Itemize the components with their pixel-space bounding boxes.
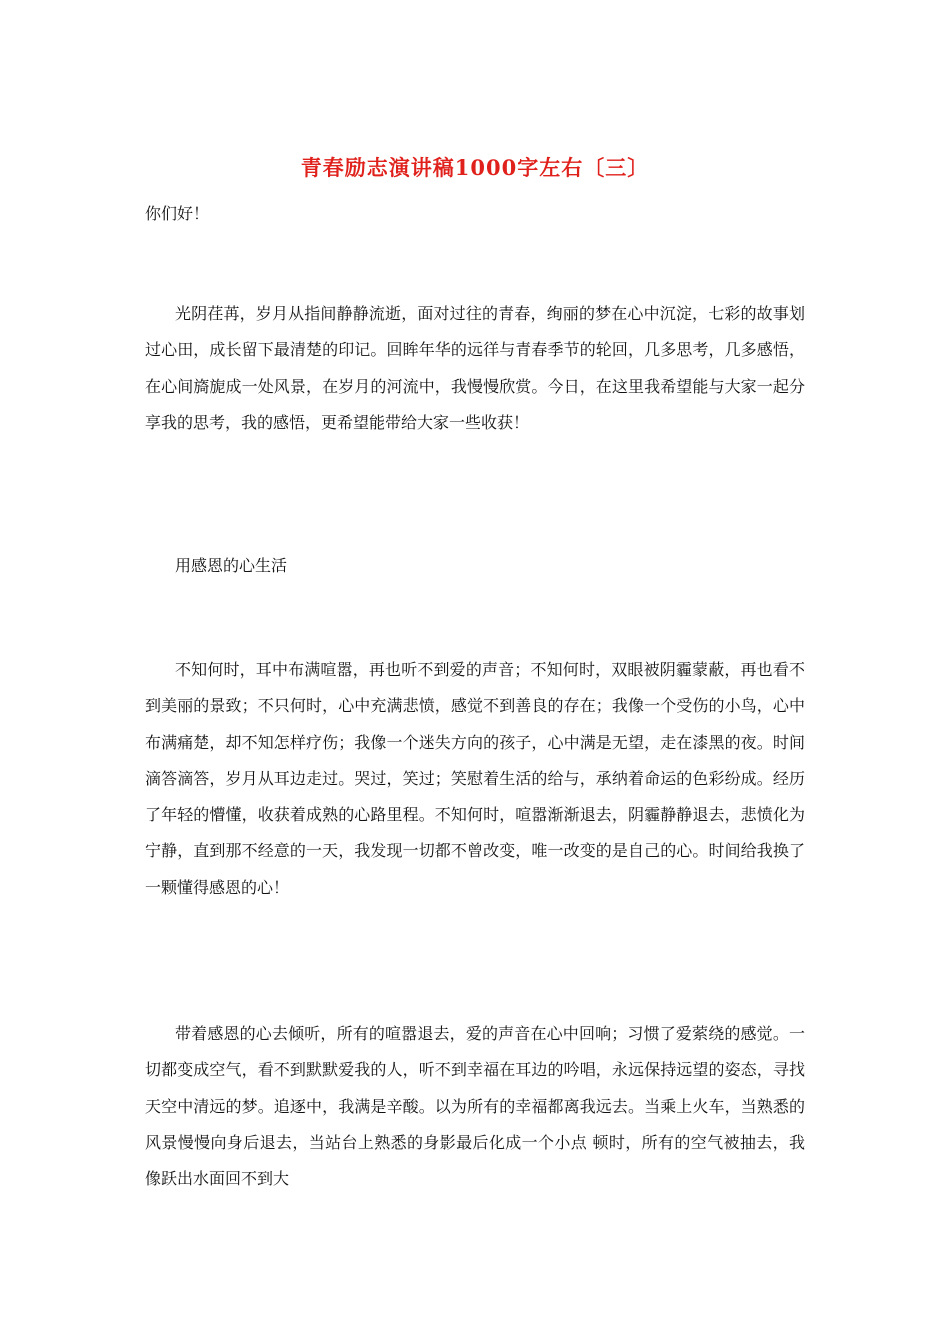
section-heading: 用感恩的心生活 — [175, 556, 288, 575]
paragraph-intro: 光阴荏苒，岁月从指间静静流逝，面对过往的青春，绚丽的梦在心中沉淀，七彩的故事划过心田，成长留下最清楚的印记。回眸年华的远徉与青春季节的轮回，几多思考，几多感悟，在心间旖旎成一处风景，在岁月的河流中，我慢慢欣赏。今日，在这里我希望能与大家一起分享我的思考，我的感悟，更希望能带给大家一些收获！ — [145, 304, 805, 432]
document-title: 青春励志演讲稿1000字左右〔三〕 — [300, 155, 650, 180]
paragraph-body-1: 不知何时，耳中布满喧嚣，再也听不到爱的声音；不知何时，双眼被阴霾蒙蔽，再也看不到美丽的景致；不只何时，心中充满悲愤，感觉不到善良的存在；我像一个受伤的小鸟，心中布满痛楚，却不知怎样疗伤；我像一个迷失方向的孩子，心中满是无望，走在漆黑的夜。时间滴答滴答，岁月从耳边走过。哭过，笑过；笑慰着生活的给与，承纳着命运的色彩纷成。经历了年轻的懵懂，收获着成熟的心路里程。不知何时，喧嚣渐渐退去，阴霾静静退去，悲愤化为宁静，直到那不经意的一天，我发现一切都不曾改变，唯一改变的是自己的心。时间给我换了一颗懂得感恩的心！ — [145, 660, 805, 897]
greeting-text: 你们好！ — [145, 204, 210, 223]
paragraph-body-2: 带着感恩的心去倾听，所有的喧嚣退去，爱的声音在心中回响；习惯了爱萦绕的感觉。一切都变成空气，看不到默默爱我的人，听不到幸福在耳边的吟唱，永远保持远望的姿态，寻找天空中清远的梦。追逐中，我满是辛酸。以为所有的幸福都离我远去。当乘上火车，当熟悉的风景慢慢向身后退去，当站台上熟悉的身影最后化成一个小点 顿时，所有的空气被抽去，我像跃出水面回不到大 — [145, 1024, 805, 1189]
